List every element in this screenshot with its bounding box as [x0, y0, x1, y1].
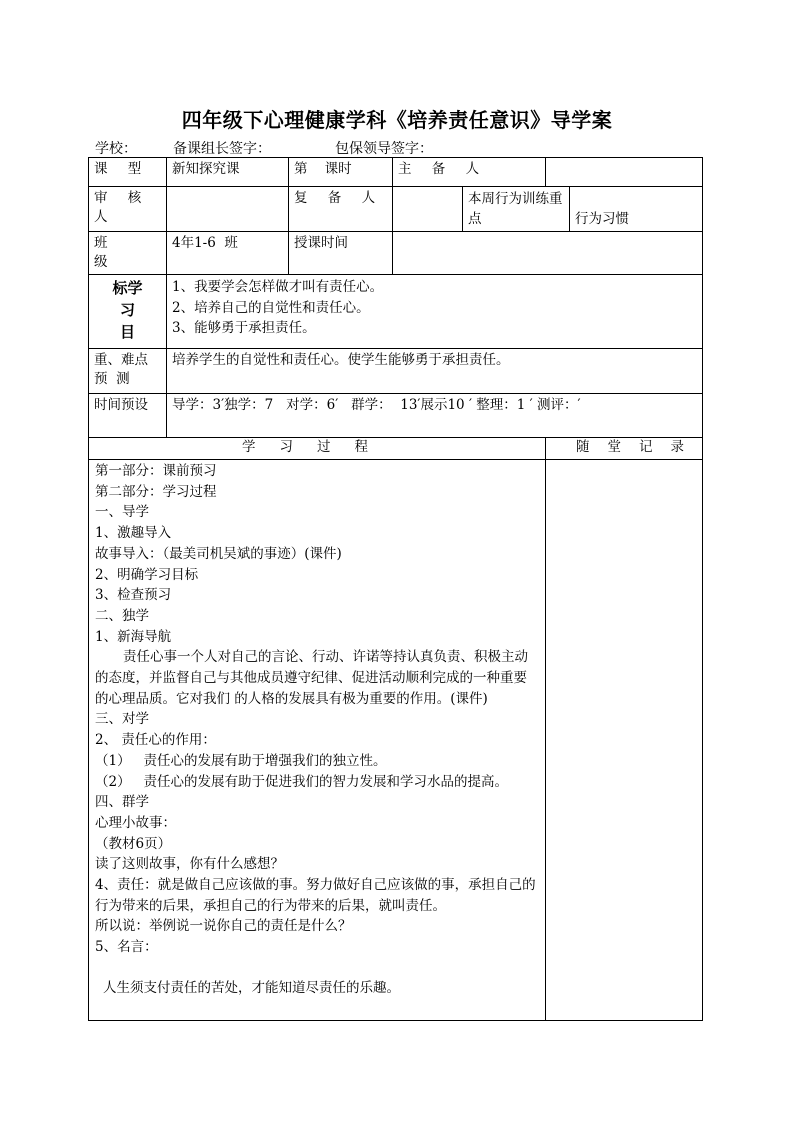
- co-preparer-value: [393, 187, 463, 232]
- weekly-focus-label: 本周行为训练重点: [463, 187, 570, 232]
- process-line: [95, 958, 539, 978]
- preparer-value: [546, 158, 703, 187]
- process-body-row: [89, 460, 703, 1021]
- process-line: （1） 责任心的发展有助于增强我们的独立性。: [95, 752, 387, 769]
- weekly-focus-value: 行为习惯: [570, 187, 703, 232]
- process-line: 2、 责任心的作用：: [95, 732, 216, 749]
- key-points-label-line-1: 重、难点: [94, 352, 148, 368]
- co-preparer-label: 复 备 人: [289, 187, 393, 232]
- reviewer-label: 审 核 人: [89, 187, 167, 232]
- process-line: 1、激趣导入: [95, 525, 172, 542]
- goals-row: [89, 275, 703, 349]
- process-line: 第二部分：学习过程: [95, 483, 217, 500]
- reviewer-value: [167, 187, 289, 232]
- document-title: 四年级下心理健康学科《培养责任意识》导学案: [181, 108, 613, 132]
- time-plan-label: 时间预设: [89, 394, 167, 438]
- process-line: 故事导入：（最美司机吴斌的事迹）(课件): [95, 545, 342, 562]
- process-line: 2、明确学习目标: [95, 566, 199, 583]
- goals-label-char-1: 学: [127, 279, 143, 297]
- supervisor-label: 包保领导签字：: [335, 141, 433, 157]
- process-line: 心理小故事：: [95, 814, 176, 831]
- process-line: 一、导学: [95, 504, 149, 521]
- info-row-3: [89, 232, 703, 275]
- lesson-type-label: 课 型: [89, 158, 167, 187]
- goals-label: [89, 275, 167, 349]
- key-points-label-line-2: 预 测: [94, 371, 130, 387]
- time-plan-value: 导学：3′独学：7 对学：6′ 群学： 13′展示10 ′ 整理：1 ′ 测评：′: [167, 394, 703, 438]
- process-line: 3、检查预习: [95, 587, 172, 604]
- process-line: 四、群学: [95, 794, 149, 811]
- info-row-1: [89, 158, 703, 187]
- process-paragraph: 4、责任：就是做自己应该做的事。努力做好自己应该做的事，承担自己的行为带来的后果，承担自己的行为带来的后果，就叫责任。: [95, 877, 536, 914]
- notes-header: 随堂记录: [546, 438, 703, 460]
- class-value: 4年1-6 班: [167, 232, 289, 275]
- period-label: 第 课时: [289, 158, 393, 187]
- process-content: [89, 460, 546, 1021]
- key-points-label: [89, 349, 167, 394]
- quote-line: 人生须支付责任的苦处，才能知道尽责任的乐趣。: [103, 979, 400, 996]
- lesson-type-value: 新知探究课: [167, 158, 289, 187]
- goal-item: 2、培养自己的自觉性和责任心。: [172, 299, 370, 316]
- process-header-row: [89, 438, 703, 460]
- process-line: 所以说：举例说一说你自己的责任是什么？: [95, 918, 352, 935]
- goals-label-char-2: 习: [119, 301, 135, 319]
- process-line: 读了这则故事，你有什么感想？: [95, 856, 284, 873]
- process-line: 5、名言：: [95, 939, 158, 956]
- preparer-label: 主 备 人: [393, 158, 546, 187]
- goal-item: 1、我要学会怎样做才叫有责任心。: [172, 279, 384, 295]
- lesson-plan-table: [88, 157, 703, 1021]
- group-leader-label: 备课组长签字：: [173, 141, 271, 157]
- class-label: 班 级: [89, 232, 167, 275]
- time-plan-row: [89, 394, 703, 438]
- process-line: （2） 责任心的发展有助于促进我们的智力发展和学习水品的提高。: [95, 773, 508, 790]
- signature-line: [95, 138, 433, 158]
- school-label: 学校：: [95, 141, 137, 157]
- teach-time-value: [393, 232, 703, 275]
- process-line: 三、对学: [95, 711, 149, 728]
- goals-content: [167, 275, 703, 349]
- process-line: 第一部分：课前预习: [95, 463, 217, 479]
- process-line: 1、新海导航: [95, 628, 172, 645]
- goals-label-char-3: 目: [119, 323, 135, 341]
- process-line: （教材6页）: [95, 835, 172, 852]
- goals-label-char-4: 标: [112, 279, 128, 297]
- teach-time-label: 授课时间: [289, 232, 393, 275]
- process-paragraph: 责任心事一个人对自己的言论、行动、许诺等持认真负责、积极主动的态度，并监督自己与其他成员遵守纪律、促进活动顺利完成的一种重要的心理品质。它对我们 的人格的发展具有极为重要的作用。(课件): [95, 649, 528, 707]
- process-header: 学习过程: [89, 438, 546, 460]
- key-points-row: [89, 349, 703, 394]
- notes-content: [546, 460, 703, 1021]
- goal-item: 3、能够勇于承担责任。: [172, 320, 316, 336]
- info-row-2: [89, 187, 703, 232]
- key-points-value: 培养学生的自觉性和责任心。使学生能够勇于承担责任。: [167, 349, 703, 394]
- process-line: 二、独学: [95, 607, 149, 624]
